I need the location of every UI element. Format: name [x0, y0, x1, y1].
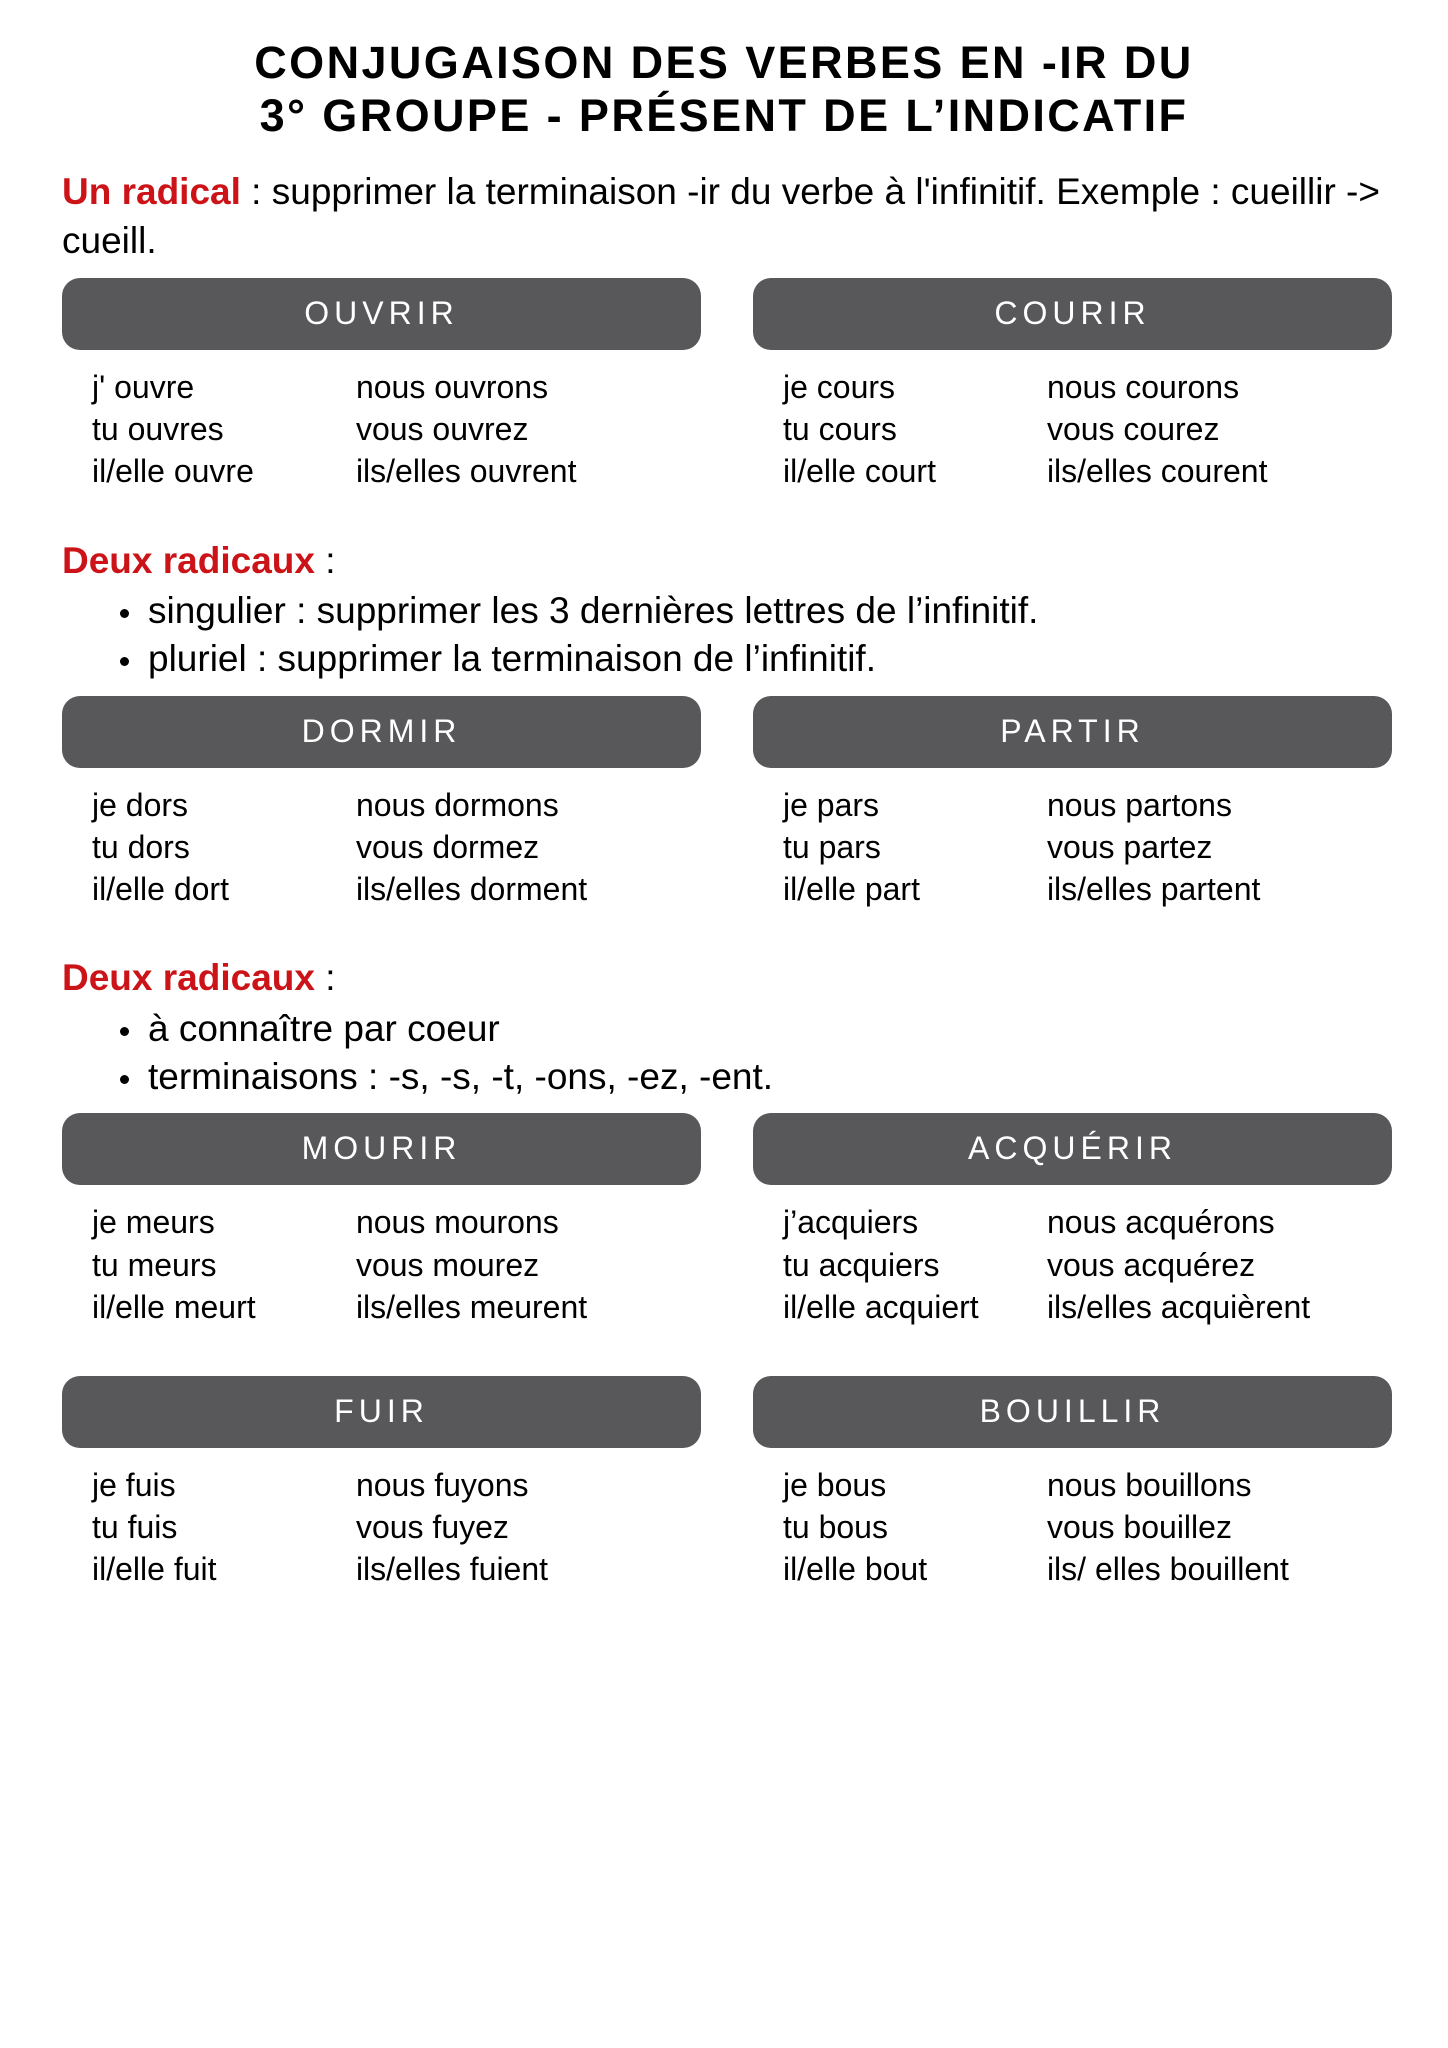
verb-form: je bous	[783, 1466, 887, 1503]
verb-form: il/elle bout	[783, 1551, 928, 1588]
verb-form: nous dormons	[355, 786, 559, 823]
rule-separator: :	[240, 171, 272, 213]
verb-header-partir: PARTIR	[753, 696, 1392, 768]
verb-card-mourir	[62, 1113, 701, 1328]
verb-card-dormir	[62, 696, 701, 911]
verb-form: ils/elles partent	[1046, 871, 1261, 908]
verb-card-fuir	[62, 1376, 701, 1591]
rule-bullet-item: terminaisons : -s, -s, -t, -ons, -ez, -ent.	[118, 1053, 1388, 1101]
verb-form: tu bous	[783, 1509, 888, 1546]
verb-header-bouillir: BOUILLIR	[753, 1376, 1392, 1448]
verb-form: il/elle fuit	[92, 1551, 217, 1588]
section-spacer	[52, 493, 1396, 537]
verb-card-bouillir	[753, 1376, 1392, 1591]
verb-form: vous mourez	[355, 1246, 540, 1283]
verb-row-mourir-acquerir	[52, 1113, 1396, 1328]
verb-row-dormir-partir	[52, 696, 1396, 911]
verb-form: nous acquérons	[1046, 1204, 1275, 1241]
verb-form: j’acquiers	[783, 1204, 919, 1241]
verb-column-plural	[356, 1464, 701, 1591]
verb-form: vous ouvrez	[355, 411, 529, 448]
rule-bullet-item: singulier : supprimer les 3 dernières lettres de l’infinitif.	[118, 587, 1388, 635]
verb-form: il/elle ouvre	[92, 453, 254, 490]
verb-body-courir	[753, 350, 1392, 493]
verb-form: vous partez	[1046, 828, 1213, 865]
verb-form: vous acquérez	[1046, 1246, 1256, 1283]
verb-card-courir	[753, 278, 1392, 493]
rule-paragraph	[62, 954, 1388, 1003]
verb-form: je cours	[783, 368, 896, 405]
verb-row-fuir-bouillir	[52, 1376, 1396, 1591]
verb-form: tu pars	[783, 828, 881, 865]
verb-header-acquerir: ACQUÉRIR	[753, 1113, 1392, 1185]
verb-column-singular	[753, 366, 1047, 493]
rule-paragraph	[62, 168, 1388, 266]
verb-header-ouvrir: OUVRIR	[62, 278, 701, 350]
rule-separator: :	[314, 957, 336, 999]
verb-form: il/elle acquiert	[783, 1288, 979, 1325]
verb-form: ils/elles meurent	[355, 1288, 588, 1325]
verb-form: tu cours	[783, 411, 897, 448]
verb-form: il/elle dort	[92, 871, 229, 908]
verb-body-ouvrir	[62, 350, 701, 493]
verb-header-dormir: DORMIR	[62, 696, 701, 768]
verb-form: il/elle part	[783, 871, 920, 908]
verb-column-plural	[356, 1201, 701, 1328]
section-spacer	[52, 1328, 1396, 1364]
page-title-line-2: 3° GROUPE - PRÉSENT DE L’INDICATIF	[259, 90, 1189, 142]
verb-form: j' ouvre	[92, 368, 195, 405]
verb-form: tu dors	[92, 828, 190, 865]
rule-body-text: supprimer la terminaison -ir du verbe à l'infinitif. Exemple : cueillir -> cueill.	[62, 171, 1380, 262]
verb-form: ils/elles ouvrent	[355, 453, 577, 490]
verb-form: ils/elles fuient	[355, 1551, 549, 1588]
verb-form: nous ouvrons	[355, 368, 549, 405]
rule-separator: :	[314, 539, 336, 581]
verb-header-courir: COURIR	[753, 278, 1392, 350]
verb-form: tu acquiers	[783, 1246, 940, 1283]
verb-form: ils/elles dorment	[355, 871, 588, 908]
verb-row-ouvrir-courir	[52, 278, 1396, 493]
verb-form: je fuis	[92, 1466, 176, 1503]
verb-form: vous dormez	[355, 828, 540, 865]
verb-form: je meurs	[92, 1204, 215, 1241]
verb-form: nous courons	[1046, 368, 1240, 405]
rule-block-un-radical	[52, 168, 1396, 266]
verb-form: nous fuyons	[355, 1466, 529, 1503]
page-title	[52, 36, 1396, 142]
rule-block-deux-radicaux-2	[52, 954, 1396, 1101]
verb-form: il/elle meurt	[92, 1288, 256, 1325]
verb-form: nous bouillons	[1046, 1466, 1252, 1503]
verb-form: ils/elles courent	[1046, 453, 1268, 490]
verb-header-mourir: MOURIR	[62, 1113, 701, 1185]
rule-bullet-item: pluriel : supprimer la terminaison de l’infinitif.	[118, 635, 1388, 683]
verb-card-partir	[753, 696, 1392, 911]
verb-form: tu meurs	[92, 1246, 217, 1283]
rule-paragraph	[62, 537, 1388, 586]
verb-body-bouillir	[753, 1448, 1392, 1591]
verb-column-singular	[753, 784, 1047, 911]
verb-form: nous partons	[1046, 786, 1232, 823]
verb-form: je dors	[92, 786, 189, 823]
verb-form: il/elle court	[783, 453, 936, 490]
verb-form: tu ouvres	[92, 411, 224, 448]
verb-column-plural	[356, 366, 701, 493]
rule-block-deux-radicaux-1	[52, 537, 1396, 684]
verb-column-plural	[1047, 1464, 1392, 1591]
verb-body-fuir	[62, 1448, 701, 1591]
verb-card-ouvrir	[62, 278, 701, 493]
verb-form: ils/elles acquièrent	[1046, 1288, 1311, 1325]
verb-form: ils/ elles bouillent	[1046, 1551, 1289, 1588]
verb-body-partir	[753, 768, 1392, 911]
verb-body-mourir	[62, 1185, 701, 1328]
rule-bullet-list	[62, 1005, 1388, 1101]
verb-column-singular	[62, 1201, 356, 1328]
verb-column-plural	[1047, 366, 1392, 493]
rule-label: Deux radicaux	[62, 957, 315, 999]
verb-header-fuir: FUIR	[62, 1376, 701, 1448]
verb-column-singular	[62, 1464, 356, 1591]
verb-column-singular	[62, 784, 356, 911]
rule-bullet-list	[62, 587, 1388, 683]
verb-body-acquerir	[753, 1185, 1392, 1328]
verb-column-plural	[1047, 784, 1392, 911]
verb-form: vous bouillez	[1046, 1509, 1232, 1546]
verb-column-singular	[62, 366, 356, 493]
verb-column-plural	[356, 784, 701, 911]
rule-bullet-item: à connaître par coeur	[118, 1005, 1388, 1053]
page-title-line-1: CONJUGAISON DES VERBES EN -IR DU	[254, 37, 1194, 88]
verb-card-acquerir	[753, 1113, 1392, 1328]
section-spacer	[52, 910, 1396, 954]
verb-column-singular	[753, 1201, 1047, 1328]
rule-label: Un radical	[62, 171, 241, 213]
rule-label: Deux radicaux	[62, 539, 315, 581]
verb-column-plural	[1047, 1201, 1392, 1328]
verb-form: vous fuyez	[355, 1509, 509, 1546]
verb-form: vous courez	[1046, 411, 1220, 448]
verb-form: tu fuis	[92, 1509, 178, 1546]
verb-form: je pars	[783, 786, 880, 823]
verb-form: nous mourons	[355, 1204, 559, 1241]
verb-body-dormir	[62, 768, 701, 911]
verb-column-singular	[753, 1464, 1047, 1591]
